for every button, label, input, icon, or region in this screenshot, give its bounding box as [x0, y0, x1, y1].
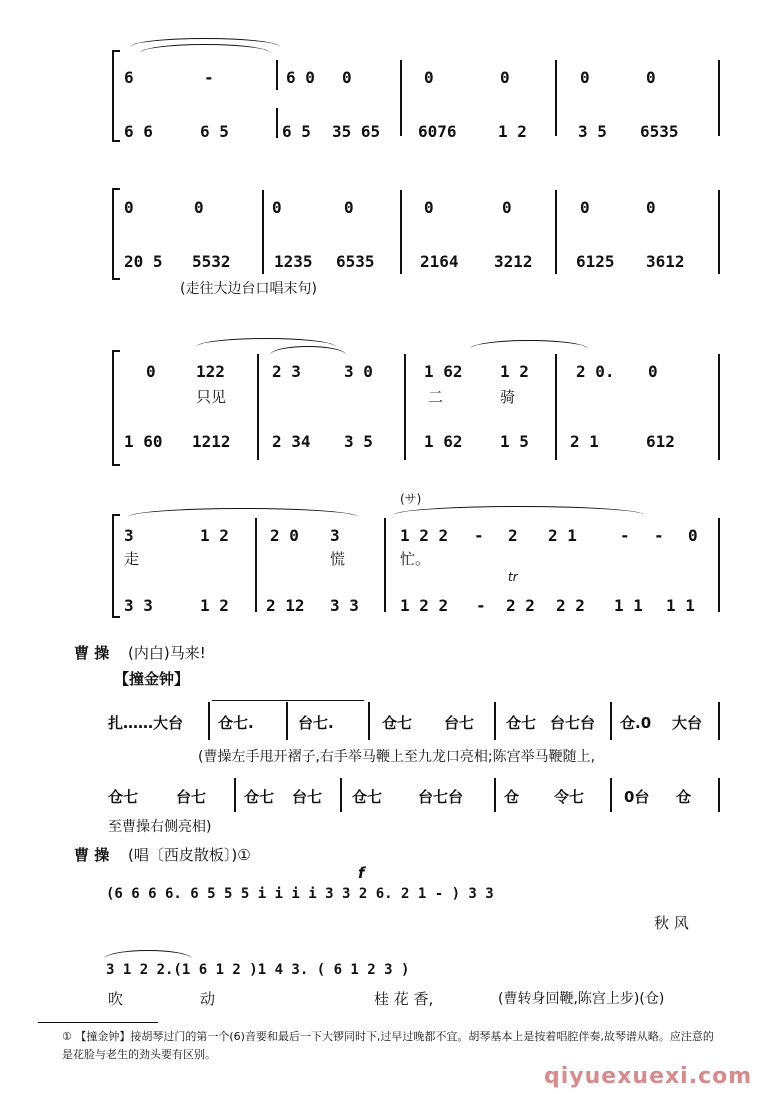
note: 0: [194, 198, 204, 217]
gong-beat: 大台: [672, 714, 703, 732]
note: 6: [124, 68, 134, 87]
gong-beat: 仓: [676, 788, 692, 806]
note: 1212: [192, 432, 231, 451]
stage-direction: (曹转身回鞭,陈宫上步)(仓): [498, 991, 665, 1007]
note: 2 2: [556, 596, 585, 615]
slur: [128, 508, 358, 517]
system3-bracket: [112, 350, 120, 466]
note: 5532: [192, 252, 231, 271]
gong-beat: 仓七: [382, 714, 413, 732]
barline: [718, 518, 720, 612]
note: 35 65: [332, 122, 381, 141]
note: 6125: [576, 252, 615, 271]
note: 3 3: [330, 596, 359, 615]
slur: [394, 506, 644, 515]
note: 0: [500, 68, 510, 87]
note: 3212: [494, 252, 533, 271]
note: 3: [330, 526, 340, 545]
note: -: [204, 68, 214, 87]
note: 0: [648, 362, 658, 381]
note: 3612: [646, 252, 685, 271]
note: -: [476, 596, 486, 615]
barline: [384, 518, 386, 612]
gong-beat: 台七.: [298, 714, 334, 732]
barline: [555, 354, 557, 460]
speaker: 曹 操: [74, 644, 110, 662]
note: 0: [688, 526, 698, 545]
stage-direction: 至曹操右侧亮相): [108, 819, 212, 835]
note: 1 2 2: [400, 526, 449, 545]
barline: [404, 354, 406, 460]
note: 3 3: [124, 596, 153, 615]
barline: [286, 702, 288, 740]
note: 0: [124, 198, 134, 217]
dynamic-mark: f: [358, 864, 365, 882]
barline: [255, 518, 257, 612]
note: 0: [646, 68, 656, 87]
gong-beat: 台七: [444, 714, 475, 732]
note: 0: [580, 68, 590, 87]
gong-beat: 仓七: [352, 788, 383, 806]
note: 3 0: [344, 362, 373, 381]
note: 1 2: [200, 526, 229, 545]
gong-beat: 仓: [504, 788, 520, 806]
barline: [718, 778, 720, 812]
note: 2: [508, 526, 518, 545]
note: -: [654, 526, 664, 545]
note: 2164: [420, 252, 459, 271]
gong-beat: 仓七: [244, 788, 275, 806]
note: 1 62: [424, 362, 463, 381]
note: 0: [272, 198, 282, 217]
barline: [610, 778, 612, 812]
slur: [270, 346, 346, 355]
lyric: 吹: [108, 990, 124, 1008]
lyric: 二: [428, 388, 444, 406]
note: 1 60: [124, 432, 163, 451]
stage-direction: (走往大边台口唱末句): [180, 281, 317, 297]
tune-name: 【撞金钟】: [114, 670, 190, 688]
gong-beat: 仓七.: [218, 714, 254, 732]
gong-beat: 仓七: [108, 788, 139, 806]
note: 0: [344, 198, 354, 217]
aria-notes: (6 6 6 6. 6 5 5 5 i i i i 3 3 2 6. 2 1 - ) 3 3: [106, 886, 494, 902]
lyric: 忙。: [400, 550, 431, 568]
slur: [470, 340, 588, 349]
barline: [276, 60, 278, 90]
note: 1 2: [498, 122, 527, 141]
lyric: 慌: [330, 550, 346, 568]
barline: [368, 702, 370, 740]
stage-direction: (曹操左手甩开褶子,右手举马鞭上至九龙口亮相;陈宫举马鞭随上,: [198, 749, 596, 765]
lyric: 桂 花 香,: [374, 990, 434, 1008]
barline: [555, 60, 557, 136]
note: 2 0: [270, 526, 299, 545]
note: 0: [424, 198, 434, 217]
note: 1 2: [500, 362, 529, 381]
barline: [234, 778, 236, 812]
note: -: [474, 526, 484, 545]
barline: [494, 702, 496, 740]
barline: [208, 702, 210, 740]
note: 0: [146, 362, 156, 381]
barline: [262, 190, 264, 274]
note: 1 1: [666, 596, 695, 615]
singing-cue: (唱〔西皮散板〕)①: [128, 846, 251, 864]
gong-beat: 台七: [292, 788, 323, 806]
note: 122: [196, 362, 225, 381]
gong-beat: 令七: [554, 788, 585, 806]
note: 6 0: [286, 68, 315, 87]
note: 0: [424, 68, 434, 87]
note: 1 2: [200, 596, 229, 615]
note: 6 5: [282, 122, 311, 141]
bracket-line: [212, 700, 364, 701]
barline: [257, 354, 259, 460]
note: 6 5: [200, 122, 229, 141]
barline: [718, 190, 720, 274]
note: 2 0.: [576, 362, 615, 381]
note: 3 5: [344, 432, 373, 451]
lyric: 只见: [196, 388, 227, 406]
barline: [718, 702, 720, 740]
note: 0: [646, 198, 656, 217]
note: 20 5: [124, 252, 163, 271]
gong-beat: 扎……大台: [108, 714, 184, 732]
footnote: ① 【撞金钟】接胡琴过门的第一个(6)音要和最后一下大锣同时下,过早过晚都不宜。胡琴基本上是按着唱腔伴奏,故琴谱从略。应注意的是花脸与老生的劲头要有区别。: [62, 1030, 714, 1061]
gong-beat: 台七台: [550, 714, 596, 732]
barline: [340, 778, 342, 812]
note: 1235: [274, 252, 313, 271]
barline: [718, 354, 720, 460]
note: 0: [502, 198, 512, 217]
note: 1 2 2: [400, 596, 449, 615]
note: 0: [580, 198, 590, 217]
barline: [718, 60, 720, 136]
gong-beat: 台七: [176, 788, 207, 806]
note: 0: [342, 68, 352, 87]
barline: [610, 702, 612, 740]
note: 1 62: [424, 432, 463, 451]
slur: [104, 950, 192, 959]
note: 6076: [418, 122, 457, 141]
barline: [494, 778, 496, 812]
barline: [555, 190, 557, 274]
tempo-mark: (サ): [400, 492, 422, 506]
barline: [400, 190, 402, 274]
note: 6535: [640, 122, 679, 141]
note: 2 34: [272, 432, 311, 451]
gong-beat: 台七台: [418, 788, 464, 806]
aria-notes: 3 1 2 2.(1 6 1 2 )1 4 3. ( 6 1 2 3 ): [106, 962, 410, 978]
note: 2 2: [506, 596, 535, 615]
note: 3: [124, 526, 134, 545]
note: 1 1: [614, 596, 643, 615]
lyric: 骑: [500, 388, 516, 406]
gong-beat: 仓.0: [620, 714, 652, 732]
lyric: 动: [200, 990, 216, 1008]
note: 6535: [336, 252, 375, 271]
system1-bracket: [112, 50, 120, 142]
lyric: 秋 风: [654, 914, 689, 932]
speaker: 曹 操: [74, 846, 110, 864]
system4-bracket: [112, 514, 120, 618]
trill-mark: tr: [508, 570, 518, 584]
note: -: [620, 526, 630, 545]
watermark: qiyuexuexi.com: [544, 1064, 753, 1089]
note: 612: [646, 432, 675, 451]
footnote-rule: [38, 1022, 158, 1023]
note: 2 12: [266, 596, 305, 615]
note: 2 3: [272, 362, 301, 381]
system2-bracket: [112, 188, 120, 280]
gong-beat: 仓七: [506, 714, 537, 732]
barline: [400, 60, 402, 136]
barline: [276, 108, 278, 138]
note: 3 5: [578, 122, 607, 141]
note: 2 1: [548, 526, 577, 545]
lyric: 走: [124, 550, 140, 568]
gong-beat: 0台: [624, 788, 650, 806]
note: 2 1: [570, 432, 599, 451]
note: 6 6: [124, 122, 153, 141]
spoken-line: (内白)马来!: [128, 644, 206, 662]
note: 1 5: [500, 432, 529, 451]
